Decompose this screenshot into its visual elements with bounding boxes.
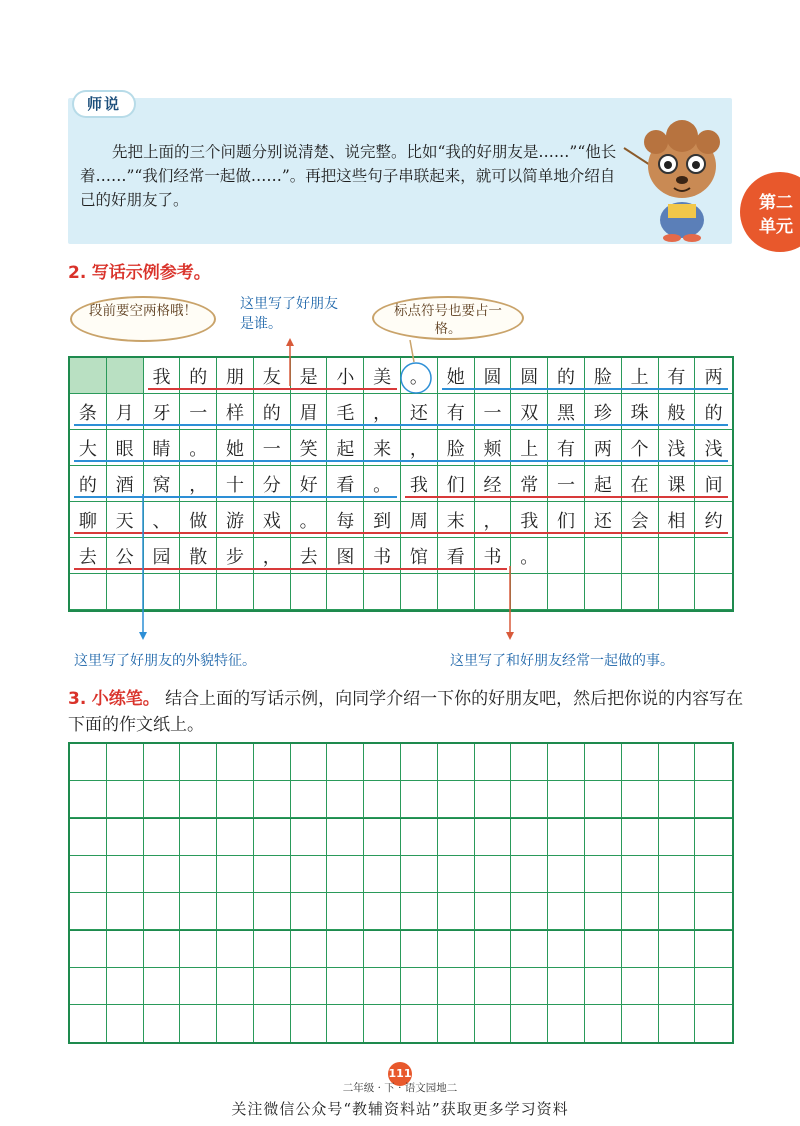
unit-badge-line2: 单元 (759, 217, 793, 237)
grid-cell: 做 (180, 502, 217, 538)
grid-cell: 上 (622, 358, 659, 394)
grid-cell: 眼 (107, 430, 144, 466)
practice-cell[interactable] (475, 781, 512, 818)
arrow-who-head (286, 338, 294, 346)
practice-cell[interactable] (217, 1005, 254, 1042)
practice-cell[interactable] (438, 1005, 475, 1042)
grid-cell: 友 (254, 358, 291, 394)
practice-cell[interactable] (291, 1005, 328, 1042)
grid-cell: 样 (217, 394, 254, 430)
grid-cell: 看 (438, 538, 475, 574)
grid-cell: 浅 (695, 430, 732, 466)
practice-cell[interactable] (364, 1005, 401, 1042)
practice-cell[interactable] (585, 1005, 622, 1042)
grid-cell: 双 (511, 394, 548, 430)
practice-cell[interactable] (327, 968, 364, 1005)
practice-cell[interactable] (401, 968, 438, 1005)
page-number: 111 (388, 1062, 412, 1086)
practice-cell[interactable] (438, 893, 475, 930)
grid-cell: 两 (695, 358, 732, 394)
practice-cell[interactable] (475, 893, 512, 930)
practice-cell[interactable] (144, 781, 181, 818)
practice-cell[interactable] (511, 1005, 548, 1042)
grid-cell: 月 (107, 394, 144, 430)
grid-cell: 天 (107, 502, 144, 538)
practice-cell[interactable] (217, 856, 254, 893)
practice-cell[interactable] (511, 931, 548, 968)
practice-cell[interactable] (180, 856, 217, 893)
practice-cell[interactable] (622, 893, 659, 930)
practice-cell[interactable] (291, 744, 328, 781)
grid-cell: 睛 (144, 430, 181, 466)
practice-cell[interactable] (291, 968, 328, 1005)
grid-cell: 酒 (107, 466, 144, 502)
practice-cell[interactable] (364, 931, 401, 968)
grid-cell: 大 (70, 430, 107, 466)
grid-cell: 珠 (622, 394, 659, 430)
grid-cell: 步 (217, 538, 254, 574)
practice-cell[interactable] (327, 781, 364, 818)
practice-cell[interactable] (70, 968, 107, 1005)
practice-cell[interactable] (217, 744, 254, 781)
grid-cell: 美 (364, 358, 401, 394)
practice-cell[interactable] (70, 1005, 107, 1042)
grid-cell: 脸 (438, 430, 475, 466)
grid-cell: 来 (364, 430, 401, 466)
grid-cell: 看 (327, 466, 364, 502)
practice-cell[interactable] (401, 931, 438, 968)
grid-cell: 的 (180, 358, 217, 394)
practice-cell[interactable] (144, 744, 181, 781)
practice-cell[interactable] (180, 968, 217, 1005)
practice-row (70, 893, 732, 930)
practice-cell[interactable] (438, 931, 475, 968)
practice-cell[interactable] (180, 819, 217, 856)
grid-cell: ， (254, 538, 291, 574)
teacher-tip-text: 先把上面的三个问题分别说清楚、说完整。比如“我的好朋友是……”“他长着……”“我们经常一起做……”。再把这些句子串联起来，就可以简单地介绍自己的好朋友了。 (80, 143, 617, 209)
practice-cell[interactable] (144, 819, 181, 856)
practice-cell[interactable] (511, 744, 548, 781)
practice-cell[interactable] (180, 893, 217, 930)
practice-cell[interactable] (548, 819, 585, 856)
grid-cell: 两 (585, 430, 622, 466)
grid-cell: 眉 (291, 394, 328, 430)
practice-cell[interactable] (70, 744, 107, 781)
grid-cell: 们 (548, 502, 585, 538)
practice-cell[interactable] (291, 781, 328, 818)
grid-cell: 窝 (144, 466, 181, 502)
practice-cell[interactable] (438, 781, 475, 818)
practice-cell[interactable] (401, 819, 438, 856)
practice-cell[interactable] (548, 893, 585, 930)
footer-watermark: 关注微信公众号“教辅资料站”获取更多学习资料 (231, 1100, 569, 1118)
practice-row (70, 781, 732, 818)
grid-cell: 毛 (327, 394, 364, 430)
practice-cell[interactable] (107, 856, 144, 893)
practice-cell[interactable] (364, 856, 401, 893)
grid-cell: 她 (438, 358, 475, 394)
practice-cell[interactable] (585, 819, 622, 856)
practice-cell[interactable] (695, 893, 732, 930)
grid-cell: 约 (695, 502, 732, 538)
practice-cell[interactable] (622, 744, 659, 781)
practice-cell[interactable] (438, 968, 475, 1005)
practice-cell[interactable] (438, 744, 475, 781)
practice-cell[interactable] (70, 931, 107, 968)
practice-cell[interactable] (180, 744, 217, 781)
grid-cell: 常 (511, 466, 548, 502)
section2-title: 写话示例参考。 (91, 263, 211, 283)
grid-cell: 图 (327, 538, 364, 574)
practice-cell[interactable] (70, 856, 107, 893)
practice-cell[interactable] (659, 1005, 696, 1042)
grid-cell: 浅 (659, 430, 696, 466)
section3-number: 3. (68, 689, 87, 709)
practice-cell[interactable] (254, 1005, 291, 1042)
practice-cell[interactable] (622, 856, 659, 893)
grid-cell: 颊 (475, 430, 512, 466)
practice-cell[interactable] (622, 781, 659, 818)
section3-instruction: 结合上面的写话示例，向同学介绍一下你的好朋友吧，然后把你说的内容写在下面的作文纸上。 (68, 689, 744, 735)
practice-cell[interactable] (291, 856, 328, 893)
practice-cell[interactable] (548, 1005, 585, 1042)
practice-cell[interactable] (180, 781, 217, 818)
practice-row (70, 930, 732, 968)
practice-cell[interactable] (291, 819, 328, 856)
practice-cell[interactable] (695, 781, 732, 818)
practice-cell[interactable] (217, 781, 254, 818)
practice-cell[interactable] (695, 1005, 732, 1042)
practice-cell[interactable] (695, 968, 732, 1005)
grid-cell: 起 (585, 466, 622, 502)
practice-cell[interactable] (327, 1005, 364, 1042)
teacher-tag-label: 师说 (74, 92, 134, 116)
practice-cell[interactable] (144, 1005, 181, 1042)
practice-cell[interactable] (401, 893, 438, 930)
grid-cell: 我 (144, 358, 181, 394)
practice-cell[interactable] (511, 893, 548, 930)
practice-cell[interactable] (364, 819, 401, 856)
practice-cell[interactable] (401, 744, 438, 781)
practice-cell[interactable] (511, 968, 548, 1005)
practice-cell[interactable] (107, 744, 144, 781)
practice-cell[interactable] (585, 968, 622, 1005)
practice-cell[interactable] (107, 1005, 144, 1042)
practice-cell[interactable] (327, 931, 364, 968)
arrow-looks-head (139, 632, 147, 640)
grid-cell: 。 (511, 538, 548, 574)
practice-cell[interactable] (254, 968, 291, 1005)
practice-cell[interactable] (217, 968, 254, 1005)
practice-cell[interactable] (475, 968, 512, 1005)
grid-cell: 我 (511, 502, 548, 538)
grid-cell: 相 (659, 502, 696, 538)
practice-writing-grid[interactable] (68, 742, 734, 1044)
practice-cell[interactable] (254, 856, 291, 893)
grid-cell: 游 (217, 502, 254, 538)
note-activities: 这里写了和好朋友经常一起做的事。 (450, 653, 674, 669)
practice-cell[interactable] (548, 856, 585, 893)
grid-cell: 到 (364, 502, 401, 538)
grid-cell: 个 (622, 430, 659, 466)
practice-cell[interactable] (548, 968, 585, 1005)
punct-circle (401, 363, 431, 393)
practice-cell[interactable] (401, 1005, 438, 1042)
grid-cell: ， (401, 430, 438, 466)
practice-cell[interactable] (327, 744, 364, 781)
practice-cell[interactable] (475, 819, 512, 856)
grid-cell: 园 (144, 538, 181, 574)
grid-cell: 们 (438, 466, 475, 502)
practice-cell[interactable] (364, 781, 401, 818)
grid-cell: 有 (438, 394, 475, 430)
practice-cell[interactable] (475, 856, 512, 893)
section3-heading (68, 686, 748, 738)
grid-cell: 有 (548, 430, 585, 466)
grid-cell: 还 (585, 502, 622, 538)
grid-cell: 上 (511, 430, 548, 466)
practice-row (70, 1005, 732, 1042)
practice-cell[interactable] (254, 931, 291, 968)
practice-cell[interactable] (548, 931, 585, 968)
practice-cell[interactable] (217, 931, 254, 968)
grid-cell: 脸 (585, 358, 622, 394)
practice-cell[interactable] (475, 1005, 512, 1042)
grid-cell: ， (475, 502, 512, 538)
grid-cell: 去 (70, 538, 107, 574)
practice-row (70, 968, 732, 1005)
practice-cell[interactable] (401, 856, 438, 893)
grid-cell: 。 (401, 358, 438, 394)
grid-cell: 每 (327, 502, 364, 538)
grid-cell: ， (364, 394, 401, 430)
grid-cell: 戏 (254, 502, 291, 538)
punctuation-hint-text: 标点符号也要占一格。 (394, 303, 502, 337)
grid-cell: 牙 (144, 394, 181, 430)
grid-cell: 、 (144, 502, 181, 538)
grid-cell: 我 (401, 466, 438, 502)
practice-cell[interactable] (254, 819, 291, 856)
grid-cell: 书 (364, 538, 401, 574)
practice-cell[interactable] (511, 856, 548, 893)
section3-title: 小练笔。 (91, 689, 160, 709)
practice-cell[interactable] (144, 856, 181, 893)
practice-cell[interactable] (254, 781, 291, 818)
practice-cell[interactable] (144, 968, 181, 1005)
grid-cell: 馆 (401, 538, 438, 574)
practice-cell[interactable] (364, 744, 401, 781)
practice-cell[interactable] (585, 744, 622, 781)
grid-cell: 课 (659, 466, 696, 502)
arrow-activities-head (506, 632, 514, 640)
practice-cell[interactable] (585, 893, 622, 930)
footer-book-info: 二年级 · 下 · 语文园地二 (342, 1082, 458, 1094)
practice-cell[interactable] (438, 819, 475, 856)
grid-cell: 笑 (291, 430, 328, 466)
grid-cell: 的 (695, 394, 732, 430)
practice-cell[interactable] (695, 744, 732, 781)
practice-cell[interactable] (548, 744, 585, 781)
practice-cell[interactable] (70, 781, 107, 818)
grid-cell: 去 (291, 538, 328, 574)
grid-cell: 散 (180, 538, 217, 574)
grid-cell: 的 (254, 394, 291, 430)
practice-cell[interactable] (144, 893, 181, 930)
grid-cell: 般 (659, 394, 696, 430)
practice-cell[interactable] (622, 968, 659, 1005)
practice-cell[interactable] (327, 819, 364, 856)
grid-cell: 的 (70, 466, 107, 502)
grid-cell: 一 (254, 430, 291, 466)
grid-cell: 有 (659, 358, 696, 394)
practice-cell[interactable] (327, 893, 364, 930)
grid-cell: 。 (364, 466, 401, 502)
practice-cell[interactable] (659, 968, 696, 1005)
grid-cell: 朋 (217, 358, 254, 394)
practice-cell[interactable] (144, 931, 181, 968)
grid-cell: 黑 (548, 394, 585, 430)
note-who: 这里写了好朋友是谁。 (240, 296, 338, 332)
grid-cell: 十 (217, 466, 254, 502)
practice-cell[interactable] (70, 819, 107, 856)
unit-badge-line1: 第二 (759, 193, 793, 213)
section2-number: 2. (68, 263, 87, 283)
indent-hint-text: 段前要空两格哦！ (89, 303, 197, 319)
practice-cell[interactable] (585, 781, 622, 818)
grid-cell: 公 (107, 538, 144, 574)
practice-cell[interactable] (659, 931, 696, 968)
practice-cell[interactable] (70, 893, 107, 930)
practice-cell[interactable] (107, 968, 144, 1005)
grid-cell: 书 (475, 538, 512, 574)
grid-cell: 间 (695, 466, 732, 502)
practice-cell[interactable] (659, 781, 696, 818)
practice-cell[interactable] (622, 931, 659, 968)
practice-cell[interactable] (107, 931, 144, 968)
grid-cell: 是 (291, 358, 328, 394)
practice-cell[interactable] (511, 819, 548, 856)
practice-cell[interactable] (180, 931, 217, 968)
practice-cell[interactable] (254, 893, 291, 930)
practice-cell[interactable] (695, 931, 732, 968)
grid-cell: 的 (548, 358, 585, 394)
grid-cell: 末 (438, 502, 475, 538)
grid-cell: 经 (475, 466, 512, 502)
practice-row (70, 856, 732, 893)
grid-cell: 会 (622, 502, 659, 538)
practice-cell[interactable] (364, 893, 401, 930)
practice-cell[interactable] (438, 856, 475, 893)
practice-cell[interactable] (622, 1005, 659, 1042)
practice-cell[interactable] (585, 856, 622, 893)
practice-cell[interactable] (364, 968, 401, 1005)
practice-cell[interactable] (180, 1005, 217, 1042)
grid-cell: 聊 (70, 502, 107, 538)
practice-cell[interactable] (659, 819, 696, 856)
practice-cell[interactable] (659, 856, 696, 893)
practice-cell[interactable] (107, 781, 144, 818)
grid-cell: 还 (401, 394, 438, 430)
punct-pointer (410, 340, 414, 362)
note-looks: 这里写了好朋友的外貌特征。 (74, 653, 256, 669)
practice-cell[interactable] (659, 744, 696, 781)
practice-cell[interactable] (327, 856, 364, 893)
grid-cell: 周 (401, 502, 438, 538)
practice-cell[interactable] (107, 819, 144, 856)
grid-cell: 圆 (475, 358, 512, 394)
grid-cell: 小 (327, 358, 364, 394)
practice-cell[interactable] (475, 744, 512, 781)
grid-cell: 一 (548, 466, 585, 502)
practice-cell[interactable] (217, 893, 254, 930)
practice-cell[interactable] (548, 781, 585, 818)
practice-row (70, 818, 732, 856)
grid-cell: 圆 (511, 358, 548, 394)
practice-cell[interactable] (511, 781, 548, 818)
grid-cell: 。 (180, 430, 217, 466)
grid-cell: 她 (217, 430, 254, 466)
grid-cell: 起 (327, 430, 364, 466)
practice-cell[interactable] (585, 931, 622, 968)
grid-cell: ， (180, 466, 217, 502)
practice-cell[interactable] (659, 893, 696, 930)
practice-cell[interactable] (291, 893, 328, 930)
practice-cell[interactable] (622, 819, 659, 856)
practice-cell[interactable] (217, 819, 254, 856)
grid-cell: 一 (180, 394, 217, 430)
grid-cell: 好 (291, 466, 328, 502)
grid-cell: 在 (622, 466, 659, 502)
grid-cell: 分 (254, 466, 291, 502)
practice-cell[interactable] (695, 856, 732, 893)
practice-cell[interactable] (401, 781, 438, 818)
grid-cell: 一 (475, 394, 512, 430)
practice-cell[interactable] (475, 931, 512, 968)
practice-cell[interactable] (695, 819, 732, 856)
grid-cell: 。 (291, 502, 328, 538)
practice-cell[interactable] (291, 931, 328, 968)
practice-cell[interactable] (107, 893, 144, 930)
grid-cell: 条 (70, 394, 107, 430)
grid-cell: 珍 (585, 394, 622, 430)
practice-row (70, 744, 732, 781)
practice-cell[interactable] (254, 744, 291, 781)
